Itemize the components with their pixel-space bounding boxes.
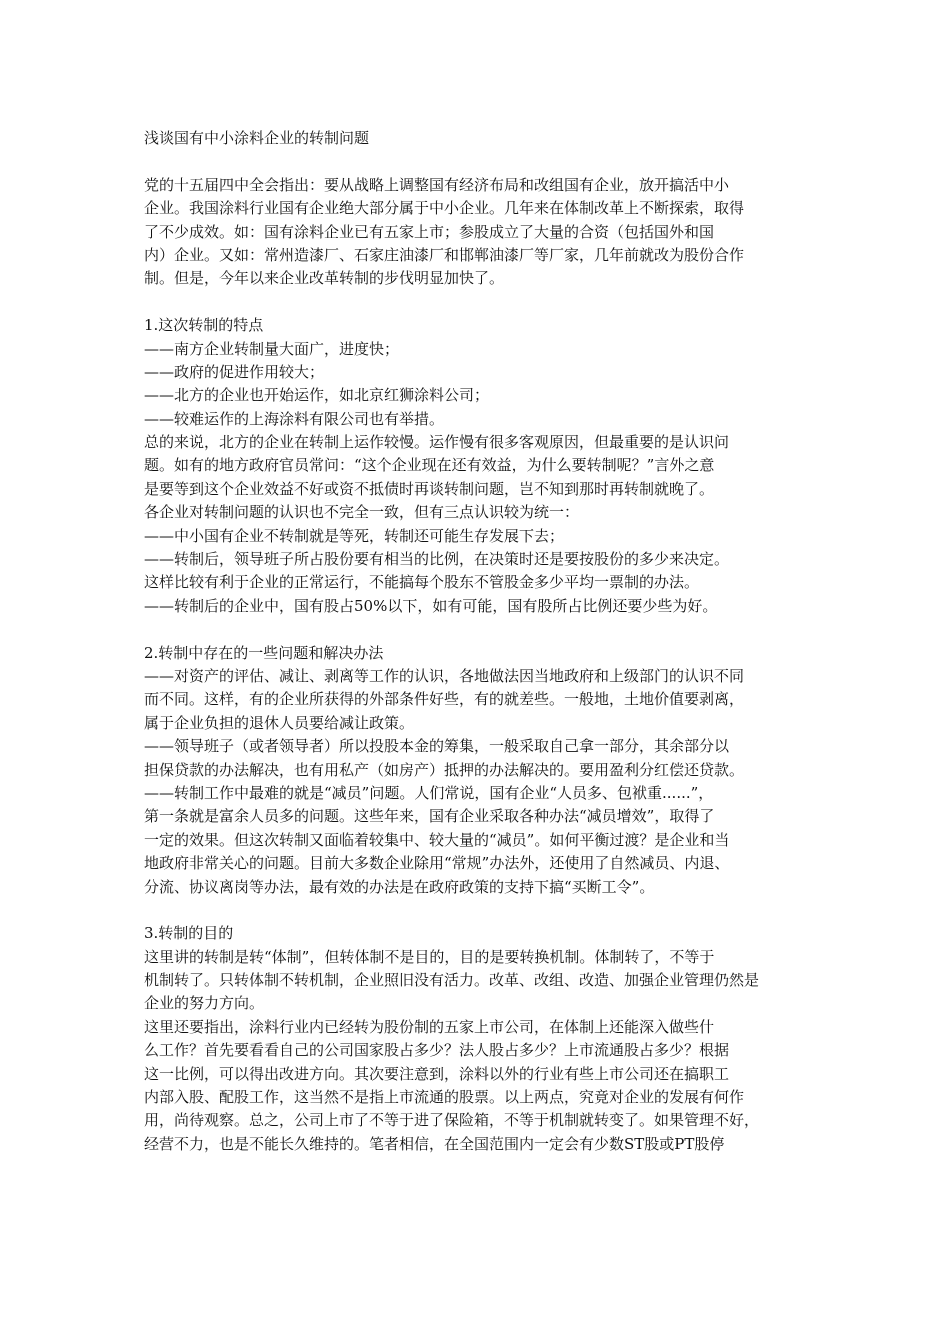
section-2-line: 担保贷款的办法解决，也有用私产（如房产）抵押的办法解决的。要用盈利分红偿还贷款。	[144, 760, 745, 779]
section-1-line: ——北方的企业也开始运作，如北京红狮涂料公司；	[144, 386, 490, 405]
section-2-line: 属于企业负担的退休人员要给减让政策。	[144, 713, 415, 732]
intro-line: 党的十五届四中全会指出：要从战略上调整国有经济布局和改组国有企业，放开搞活中小	[144, 175, 730, 194]
intro-line: 企业。我国涂料行业国有企业绝大部分属于中小企业。几年来在体制改革上不断探索，取得	[144, 199, 745, 218]
document-title: 浅谈国有中小涂料企业的转制问题	[144, 129, 370, 147]
section-3-line: 这里还要指出，涂料行业内已经转为股份制的五家上市公司，在体制上还能深入做些什	[144, 1017, 715, 1036]
section-1-line: 题。如有的地方政府官员常问：“这个企业现在还有效益，为什么要转制呢？”言外之意	[144, 456, 715, 475]
section-2-line: ——转制工作中最难的就是“减员”问题。人们常说，国有企业“人员多、包袱重......”，	[144, 783, 714, 802]
section-3-line: 企业的努力方向。	[144, 994, 265, 1013]
section-3-line: 用，尚待观察。总之，公司上市了不等于进了保险箱，不等于机制就转变了。如果管理不好，	[144, 1111, 760, 1130]
blank-line	[144, 291, 812, 314]
section-1-line: 这样比较有利于企业的正常运行，不能搞每个股东不管股金多少平均一票制的办法。	[144, 573, 700, 592]
section-3-line: 内部入股、配股工作，这当然不是指上市流通的股票。以上两点，究竟对企业的发展有何作	[144, 1088, 745, 1107]
intro-paragraph	[144, 174, 812, 291]
section-1-line: ——转制后，领导班子所占股份要有相当的比例，在决策时还是要按股份的多少来决定。	[144, 550, 730, 569]
section-3-line: 这一比例，可以得出改进方向。其次要注意到，涂料以外的行业有些上市公司还在搞职工	[144, 1064, 730, 1083]
section-1-line: ——较难运作的上海涂料有限公司也有举措。	[144, 409, 445, 428]
section-2-line: 一定的效果。但这次转制又面临着较集中、较大量的“减员”。如何平衡过渡？是企业和当	[144, 830, 730, 849]
intro-line: 内）企业。又如：常州造漆厂、石家庄油漆厂和邯郸油漆厂等厂家，几年前就改为股份合作	[144, 245, 745, 264]
section-3-line: 这里讲的转制是转“体制”，但转体制不是目的，目的是要转换机制。体制转了，不等于	[144, 947, 715, 966]
section-3-line: 机制转了。只转体制不转机制，企业照旧没有活力。改革、改组、改造、加强企业管理仍然是	[144, 971, 760, 990]
section-2-line: ——领导班子（或者领导者）所以投股本金的筹集，一般采取自己拿一部分，其余部分以	[144, 737, 730, 756]
blank-line	[144, 150, 812, 173]
blank-line	[144, 899, 812, 922]
section-1-line: ——转制后的企业中，国有股占50%以下，如有可能，国有股所占比例还要少些为好。	[144, 596, 718, 615]
section-2-line: 分流、协议离岗等办法，最有效的办法是在政府政策的支持下搞“买断工令”。	[144, 877, 655, 896]
section-1-heading: 1.这次转制的特点	[144, 316, 264, 335]
section-3-line: 么工作？首先要看看自己的公司国家股占多少？法人股占多少？上市流通股占多少？根据	[144, 1041, 730, 1060]
section-1-line: 总的来说，北方的企业在转制上运作较慢。运作慢有很多客观原因，但最重要的是认识问	[144, 433, 730, 452]
section-2-line: 而不同。这样，有的企业所获得的外部条件好些，有的就差些。一般地，土地价值要剥离，	[144, 690, 745, 709]
intro-line: 制。但是，今年以来企业改革转制的步伐明显加快了。	[144, 269, 505, 288]
section-2	[144, 642, 812, 899]
section-1-line: ——中小国有企业不转制就是等死，转制还可能生存发展下去；	[144, 526, 565, 545]
document-body	[144, 127, 812, 1156]
blank-line	[144, 618, 812, 641]
section-1-line: ——政府的促进作用较大；	[144, 362, 325, 381]
section-1	[144, 314, 812, 618]
section-2-line: 第一条就是富余人员多的问题。这些年来，国有企业采取各种办法“减员增效”，取得了	[144, 807, 715, 826]
section-2-line: 地政府非常关心的问题。目前大多数企业除用“常规”办法外，还使用了自然减员、内退、	[144, 854, 730, 873]
section-2-heading: 2.转制中存在的一些问题和解决办法	[144, 643, 384, 662]
intro-line: 了不少成效。如：国有涂料企业已有五家上市；参股成立了大量的合资（包括国外和国	[144, 222, 715, 241]
section-3	[144, 922, 812, 1156]
section-3-line: 经营不力，也是不能长久维持的。笔者相信，在全国范围内一定会有少数ST股或PT股停	[144, 1134, 725, 1153]
section-1-line: 是要等到这个企业效益不好或资不抵债时再谈转制问题，岂不知到那时再转制就晚了。	[144, 479, 715, 498]
section-1-line: 各企业对转制问题的认识也不完全一致，但有三点认识较为统一：	[144, 503, 580, 522]
section-2-line: ——对资产的评估、减让、剥离等工作的认识，各地做法因当地政府和上级部门的认识不同	[144, 666, 745, 685]
section-3-heading: 3.转制的目的	[144, 924, 234, 943]
section-1-line: ——南方企业转制量大面广，进度快；	[144, 339, 400, 358]
